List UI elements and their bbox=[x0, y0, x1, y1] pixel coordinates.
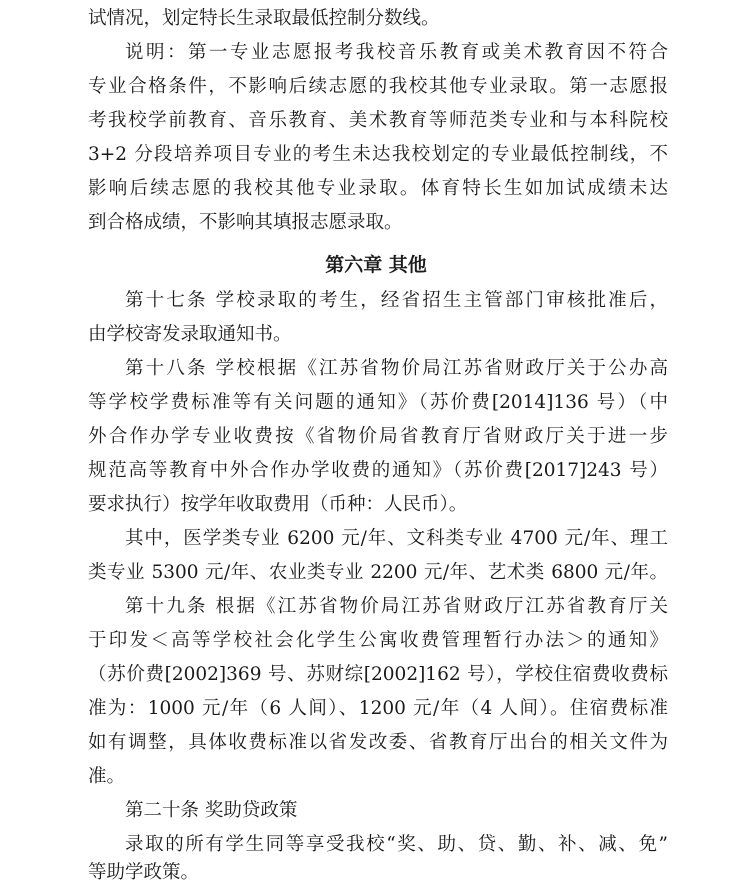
article-19-line-6: 准。 bbox=[88, 766, 126, 787]
article-17-line-2: 由学校寄发录取通知书。 bbox=[88, 324, 292, 345]
paragraph-2-line-4: 3+2 分段培养项目专业的考生未达我校划定的专业最低控制线，不 bbox=[88, 144, 668, 165]
tuition-fees-line-1: 其中，医学类专业 6200 元/年、文科类专业 4700 元/年、理工 bbox=[125, 528, 668, 549]
financial-aid-line-1: 录取的所有学生同等享受我校“奖、助、贷、勤、补、减、免” bbox=[125, 834, 668, 855]
financial-aid-line-2: 等助学政策。 bbox=[88, 862, 200, 883]
paragraph-2-line-3: 考我校学前教育、音乐教育、美术教育等师范类专业和与本科院校 bbox=[88, 110, 668, 131]
chapter-title: 第六章 其他 bbox=[325, 254, 427, 276]
article-20-heading: 第二十条 奖助贷政策 bbox=[125, 800, 298, 821]
paragraph-1-line-2: 试情况，划定特长生录取最低控制分数线。 bbox=[88, 8, 440, 29]
paragraph-2-line-2: 专业合格条件，不影响后续志愿的我校其他专业录取。第一志愿报 bbox=[88, 76, 668, 97]
article-19-line-5: 如有调整，具体收费标准以省发改委、省教育厅出台的相关文件为 bbox=[88, 732, 668, 753]
article-18-line-4: 规范高等教育中外合作办学收费的通知》（苏价费[2017]243 号） bbox=[88, 460, 668, 481]
paragraph-2-line-5: 影响后续志愿的我校其他专业录取。体育特长生如加试成绩未达 bbox=[88, 178, 668, 199]
article-17-line-1: 第十七条 学校录取的考生，经省招生主管部门审核批准后， bbox=[125, 290, 668, 311]
article-18-line-1: 第十八条 学校根据《江苏省物价局江苏省财政厅关于公办高 bbox=[125, 358, 668, 379]
paragraph-2-line-6: 到合格成绩，不影响其填报志愿录取。 bbox=[88, 212, 403, 233]
article-19-line-4: 准为：1000 元/年（6 人间）、1200 元/年（4 人间）。住宿费标准 bbox=[88, 698, 668, 719]
article-18-line-2: 等学校学费标准等有关问题的通知》（苏价费[2014]136 号）（中 bbox=[88, 392, 668, 413]
article-18-line-3: 外合作办学专业收费按《省物价局省教育厅省财政厅关于进一步 bbox=[88, 426, 668, 447]
article-18-line-5: 要求执行）按学年收取费用（币种：人民币）。 bbox=[88, 494, 468, 515]
paragraph-2-line-1: 说明：第一专业志愿报考我校音乐教育或美术教育因不符合 bbox=[125, 42, 668, 63]
article-19-line-2: 于印发＜高等学校社会化学生公寓收费管理暂行办法＞的通知》 bbox=[88, 630, 668, 651]
article-19-line-1: 第十九条 根据《江苏省物价局江苏省财政厅江苏省教育厅关 bbox=[125, 596, 668, 617]
article-19-line-3: （苏价费[2002]369 号、苏财综[2002]162 号），学校住宿费收费标 bbox=[88, 664, 668, 685]
tuition-fees-line-2: 类专业 5300 元/年、农业类专业 2200 元/年、艺术类 6800 元/年。 bbox=[88, 562, 668, 583]
